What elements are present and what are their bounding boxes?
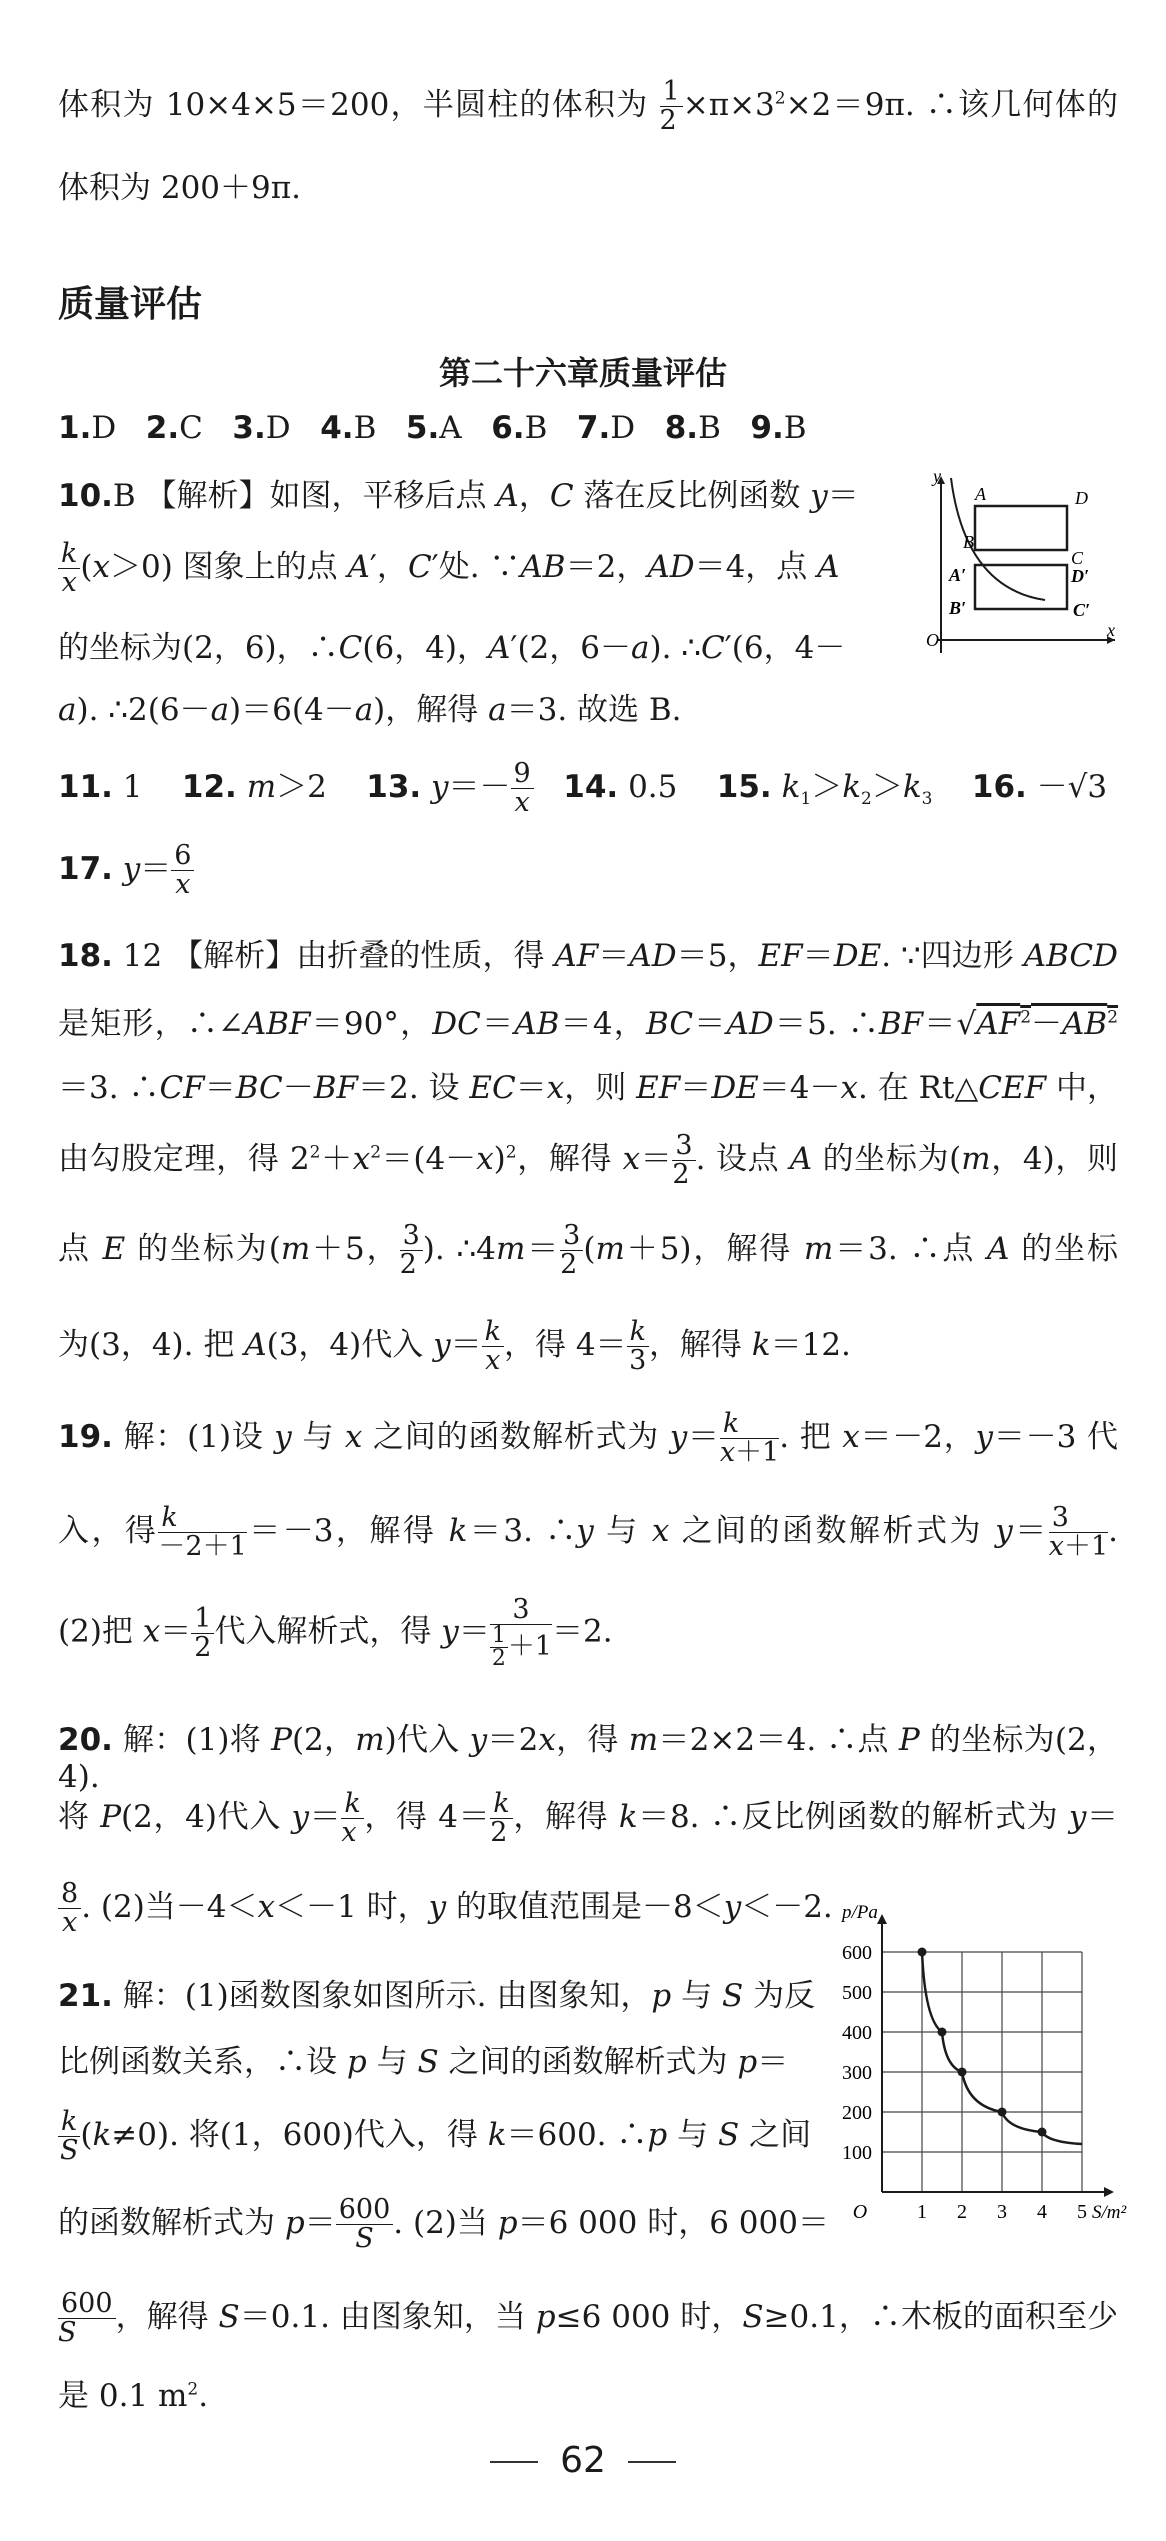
text-line: 体积为 200＋9π.	[58, 170, 301, 206]
divider	[628, 2461, 676, 2463]
q20-line: 将 P(2，4)代入 y＝ $\frac{k}{x}$ ，得 4＝ $\frac{k}{2}$ ，解得 k＝8. ∴反比例函数的解析式为 y＝	[58, 1788, 1119, 1848]
q20-line: $\frac{8}{x}$ . (2)当－4＜x＜－1 时，y 的取值范围是－8＜y＜－2.	[58, 1880, 1118, 1937]
text-line: 体积为 10×4×5＝200，半圆柱的体积为 $\frac{1}{2}$ $\times\pi\times 3^2\times 2=9\pi$. ∴该几何体的	[58, 76, 1118, 136]
point-label: A′	[949, 565, 967, 585]
point-label: C	[1071, 548, 1084, 568]
chapter-title: 第二十六章质量评估	[438, 354, 727, 392]
y-tick-label: 200	[842, 2102, 872, 2124]
data-point	[918, 1948, 927, 1957]
point-label: C′	[1073, 600, 1091, 620]
x-tick-label: 5	[1077, 2201, 1087, 2223]
answers-11-16: 11. 1 12. m＞2 13. y＝－ $\frac{9}{x}$ 14. 0.5 15. $k_1>k_2>k_3$ 16. －√3	[58, 758, 1108, 818]
section-heading: 质量评估	[58, 284, 203, 325]
x-tick-label: 1	[917, 2201, 927, 2223]
y-tick-label: 500	[842, 1982, 872, 2004]
point-label: B	[963, 532, 974, 552]
x-axis-label: S/m²	[1092, 2202, 1127, 2223]
q21-line: 21. 解：(1)函数图象如图所示. 由图象知，p 与 S 为反	[58, 1978, 816, 2014]
x-tick-label: 3	[997, 2201, 1007, 2223]
q21-line: $\frac{k}{S}$ (k≠0). 将(1，600)代入，得 k＝600. ∴p 与 S 之间	[59, 2106, 812, 2166]
origin-label: O	[852, 2201, 868, 2223]
data-point	[998, 2108, 1007, 2117]
q19-line: 19. 解：(1)设 y 与 x 之间的函数解析式为 y＝ $\frac{k}{x+1}$ . 把 x＝－2，y＝－3 代	[58, 1408, 1119, 1468]
divider	[490, 2461, 538, 2463]
x-tick-label: 2	[957, 2201, 967, 2223]
point-label: D	[1075, 488, 1088, 508]
q21-line: 比例函数关系，∴设 p 与 S 之间的函数解析式为 p＝	[58, 2044, 789, 2080]
q18-line: 点 E 的坐标为(m＋5， $\frac{3}{2}$ ). ∴4m＝ $\frac{3}{2}$ (m＋5)，解得 m＝3. ∴点 A 的坐标	[58, 1220, 1119, 1280]
q18-line: 18. 12 【解析】由折叠的性质，得 AF＝AD＝5，EF＝DE. ∵四边形 ABCD	[58, 938, 1119, 974]
y-tick-label: 300	[842, 2062, 872, 2084]
q19-line: (2)把 x＝ $\frac{1}{2}$ 代入解析式，得 y＝ 3 $\frac{1}{2}$ ＋1 ＝2.	[58, 1594, 613, 1671]
q10-figure	[925, 468, 1125, 658]
q20-line: 20. 解：(1)将 P(2，m)代入 y＝2x，得 m＝2×2＝4. ∴点 P 的坐标为(2，4).	[58, 1722, 1118, 1795]
x-tick-label: 4	[1037, 2201, 1047, 2223]
answers-1-9: 1.D 2.C 3.D 4.B 5.A 6.B 7.D 8.B 9.B	[58, 410, 807, 446]
pressure-area-chart	[820, 1902, 1127, 2248]
q21-line: 是 0.1 $m^2$.	[58, 2378, 209, 2414]
data-point	[1038, 2128, 1047, 2137]
q19-line: 入，得 $\frac{k}{-2+1}$ ＝－3，解得 k＝3. ∴y 与 x 之间的函数解析式为 y＝ $\frac{3}{x+1}$ .	[58, 1502, 1118, 1562]
q18-line: 是矩形，∴∠ABF＝90°，DC＝AB＝4，BC＝AD＝5. $\therefore BF=√AF^2-AB^2$	[58, 1006, 1119, 1042]
data-point	[958, 2068, 967, 2077]
y-tick-label: 100	[842, 2142, 872, 2164]
q10-line: $\frac{k}{x}$ (x＞0) 图象上的点 A′，C′处. ∵AB＝2，AD＝4，点 A	[58, 540, 918, 597]
q18-line: 为(3，4). 把 A(3，4)代入 y＝ $\frac{k}{x}$ ，得 4＝ $\frac{k}{3}$ ，解得 k＝12.	[58, 1316, 851, 1376]
y-tick-label: 600	[842, 1942, 872, 1964]
point-label: B′	[949, 598, 967, 618]
q18-line: 由勾股定理，得 $2^2+x^2=(4-x)^2$，解得 x＝ $\frac{3}{2}$ . 设点 A 的坐标为(m，4)，则	[58, 1130, 1119, 1190]
x-axis-label: x	[1107, 620, 1115, 640]
answer-17: 17. y＝ $\frac{6}{x}$	[58, 842, 1118, 899]
q21-line: $\frac{600}{S}$ ，解得 S＝0.1. 由图象知，当 p≤6 000 时，S≥0.1，∴木板的面积至少	[58, 2288, 1118, 2348]
point-label: D′	[1071, 566, 1090, 586]
q18-line: ＝3. ∴CF＝BC－BF＝2. 设 EC＝x，则 EF＝DE＝4－x. 在 Rt△CEF 中，	[58, 1070, 1119, 1106]
q10-line: 的坐标为(2，6)，∴C(6，4)，A′(2，6－a). ∴C′(6，4－	[58, 630, 846, 666]
q21-line: 的函数解析式为 p＝ $\frac{600}{S}$ . (2)当 p＝6 000 时，6 000＝	[58, 2194, 829, 2254]
page-number-row	[0, 2440, 1166, 2481]
y-tick-label: 400	[842, 2022, 872, 2044]
origin-label: O	[926, 630, 939, 650]
page-number: 62	[560, 2440, 606, 2481]
q10-line: a). ∴2(6－a)＝6(4－a)，解得 a＝3. 故选 B.	[58, 692, 682, 728]
y-axis-label: y	[933, 466, 941, 486]
y-axis-label: p/Pa	[842, 1902, 878, 1923]
x-axis-arrow	[1104, 2187, 1114, 2197]
point-label: A	[975, 484, 986, 504]
q10-line: 10.B 【解析】如图，平移后点 A，C 落在反比例函数 y＝	[58, 478, 859, 514]
data-point	[938, 2028, 947, 2037]
